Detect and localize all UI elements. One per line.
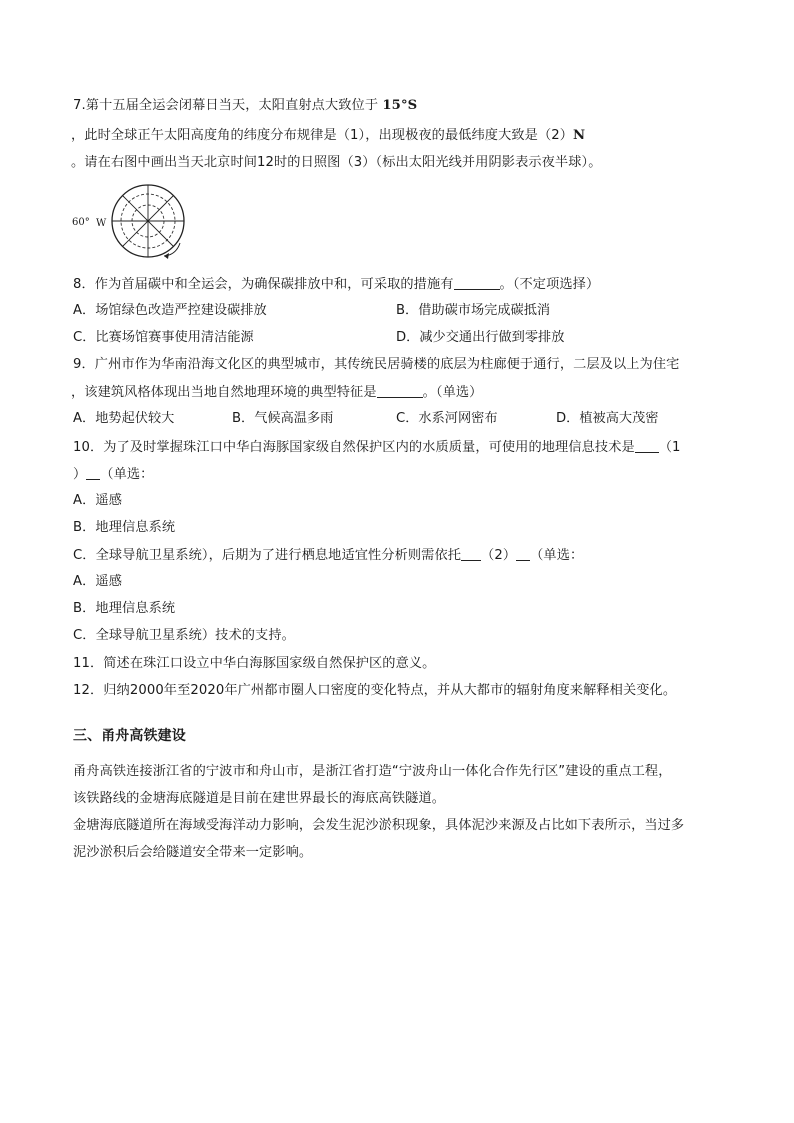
section3-p2-line1: 金塘海底隧道所在海域受海洋动力影响，会发生泥沙淤积现象，具体泥沙来源及占比如下表所示，当过多: [73, 818, 685, 833]
q8-option-d: D．减少交通出行做到零排放: [396, 330, 565, 345]
q9-answer-blank[interactable]: [377, 383, 423, 398]
q8-stem-text: 8．作为首届碳中和全运会，为确保碳排放中和，可采取的措施有: [73, 277, 454, 292]
polar-circle-graphic: [72, 183, 212, 259]
q8-stem: [73, 275, 599, 294]
q10-option-a-2: A．遥感: [73, 574, 122, 589]
q9-line2-text: ，该建筑风格体现出当地自然地理环境的典型特征是: [71, 385, 377, 400]
q9-option-a: A．地势起伏较大: [73, 411, 175, 426]
q7-subsolar-value: 15°S: [382, 98, 418, 113]
q10-line-c2: C．全球导航卫星系统）技术的支持。: [73, 628, 295, 643]
diagram-lat-label: 60°: [72, 217, 90, 228]
polar-projection-diagram: [72, 183, 212, 253]
q8-option-a: A．场馆绿色改造严控建设碳排放: [73, 303, 267, 318]
q8-stem-suffix: 。（不定项选择）: [499, 277, 600, 292]
q8-answer-blank[interactable]: [454, 275, 500, 290]
q10-line2: [73, 465, 153, 484]
q9-line1: 9．广州市作为华南沿海文化区的典型城市，其传统民居骑楼的底层为柱廊便于通行，二层及以上为住宅: [73, 357, 680, 372]
q10-option-b-1: B．地理信息系统: [73, 520, 176, 535]
q7-line2: [71, 127, 585, 145]
q7-line1: [73, 97, 417, 115]
q7-line1-text: 7.第十五届全运会闭幕日当天，太阳直射点大致位于: [73, 98, 383, 113]
q9-option-c: C．水系河网密布: [396, 411, 498, 426]
q10-line2-suffix: （单选：: [100, 467, 154, 482]
q7-line2-text: ，此时全球正午太阳高度角的纬度分布规律是（1），出现极夜的最低纬度大致是（2）: [71, 128, 574, 143]
q9-option-b: B．气候高温多雨: [232, 411, 334, 426]
q8-option-c: C．比赛场馆赛事使用清洁能源: [73, 330, 254, 345]
q10-blank-2b[interactable]: [516, 546, 530, 561]
q7-latitude-unit: N: [573, 128, 586, 143]
q10-option-a-1: A．遥感: [73, 493, 122, 508]
q10-blank-1[interactable]: [635, 438, 659, 453]
q10-line2-prefix: ）: [73, 467, 87, 482]
diagram-west-label: W: [96, 218, 107, 229]
q12-text: 12．归纳2000年至2020年广州都市圈人口密度的变化特点，并从大都市的辐射角度来解释相关变化。: [73, 683, 677, 698]
q11-text: 11．简述在珠江口设立中华白海豚国家级自然保护区的意义。: [73, 656, 436, 671]
q9-option-d: D．植被高大茂密: [556, 411, 659, 426]
section3-title: 三、甬舟高铁建设: [73, 728, 186, 744]
section3-p1-line1: 甬舟高铁连接浙江省的宁波市和舟山市，是浙江省打造“宁波舟山一体化合作先行区”建设的重点工程，: [73, 764, 672, 779]
q10-line-c1: [73, 546, 583, 565]
q10-option-b-2: B．地理信息系统: [73, 601, 176, 616]
section3-p1-line2: 该铁路线的金塘海底隧道是目前在建世界最长的海底高铁隧道。: [73, 791, 446, 806]
q9-line2-suffix: 。（单选）: [422, 385, 483, 400]
q10-line-c1-mid: （2）: [481, 548, 517, 563]
q9-line2: [71, 383, 482, 402]
q10-blank-2[interactable]: [461, 546, 481, 561]
section3-p2-line2: 泥沙淤积后会给隧道安全带来一定影响。: [73, 845, 313, 860]
q10-blank-1b[interactable]: [86, 465, 100, 480]
q8-option-b: B．借助碳市场完成碳抵消: [396, 303, 551, 318]
q10-line1: [73, 438, 681, 457]
q10-line1-suffix: （1: [658, 440, 681, 455]
q10-line1-text: 10．为了及时掌握珠江口中华白海豚国家级自然保护区内的水质质量，可使用的地理信息技术是: [73, 440, 635, 455]
q7-line3: 。请在右图中画出当天北京时间12时的日照图（3）（标出太阳光线并用阴影表示夜半球）。: [71, 155, 602, 170]
q10-line-c1-suffix: （单选：: [530, 548, 584, 563]
q10-line-c1-text: C．全球导航卫星系统），后期为了进行栖息地适宜性分析则需依托: [73, 548, 462, 563]
